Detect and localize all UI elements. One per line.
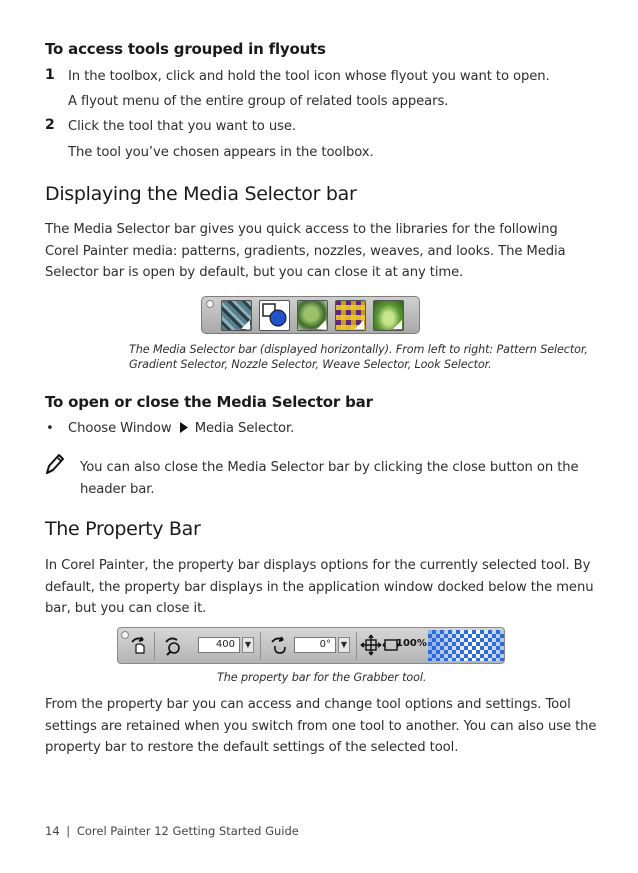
guide-title: Corel Painter 12 Getting Started Guide [76, 824, 299, 838]
close-button[interactable] [206, 300, 214, 308]
caption-line: Gradient Selector, Nozzle Selector, Weave Selector, Look Selector. [129, 358, 492, 371]
paragraph-line: Selector bar is open by default, but you can close it at any time. [45, 265, 464, 280]
footer-separator: | [66, 824, 71, 838]
step-number: 2 [45, 117, 55, 133]
pencil-icon [44, 452, 66, 476]
menu-window: Choose Window [68, 421, 172, 436]
paragraph-line: In Corel Painter, the property bar displays options for the currently selected tool. By [45, 558, 591, 573]
paragraph-line: Corel Painter media: patterns, gradients, nozzles, weaves, and looks. The Media [45, 243, 566, 259]
flyout-triangle-icon [279, 320, 288, 329]
heading-media-selector: Displaying the Media Selector bar [45, 183, 357, 205]
step-result: The tool you’ve chosen appears in the toolbox. [68, 145, 374, 160]
rotation-angle-field[interactable]: 0° [294, 637, 336, 653]
page-number: 14 [45, 824, 60, 838]
property-bar-paragraph [45, 555, 615, 620]
paragraph-line: settings are retained when you switch from one tool to another. You can also use the [45, 718, 597, 734]
look-selector[interactable] [373, 300, 404, 331]
caption-line: The Media Selector bar (displayed horizontally). From left to right: Pattern Selector, [129, 343, 588, 356]
separator [260, 632, 261, 660]
paragraph-line: From the property bar you can access and change tool options and settings. Tool [45, 697, 571, 712]
heading-open-close: To open or close the Media Selector bar [45, 393, 373, 411]
heading-flyouts: To access tools grouped in flyouts [45, 40, 326, 58]
note-line: header bar. [80, 481, 155, 497]
zoom-level-field[interactable]: 400 [198, 637, 240, 653]
zoom-dropdown[interactable]: ▼ [242, 637, 254, 653]
step-text: Click the tool that you want to use. [68, 119, 296, 134]
flyout-triangle-icon [317, 320, 326, 329]
rotation-dropdown[interactable]: ▼ [338, 637, 350, 653]
property-bar-caption: The property bar for the Grabber tool. [217, 671, 427, 684]
menu-instruction [68, 418, 294, 440]
media-selector-paragraph [45, 219, 605, 284]
fit-to-screen-icon[interactable] [360, 634, 382, 656]
paragraph-line: property bar to restore the default settings of the selected tool. [45, 740, 459, 755]
weave-selector[interactable] [335, 300, 366, 331]
media-selector-caption [129, 342, 588, 372]
flyout-triangle-icon [393, 320, 402, 329]
triangle-right-icon [180, 422, 188, 433]
paper-texture-overlay [428, 630, 504, 661]
property-bar-closing-paragraph [45, 694, 615, 759]
separator [154, 632, 155, 660]
media-selector-bar [201, 296, 420, 334]
gradient-selector[interactable] [259, 300, 290, 331]
note-text [80, 457, 579, 500]
paragraph-line: default, the property bar displays in the application window docked below the menu [45, 579, 594, 595]
nozzle-selector[interactable] [297, 300, 328, 331]
flyout-triangle-icon [241, 320, 250, 329]
rotate-tool-icon[interactable] [268, 634, 290, 656]
menu-media-selector: Media Selector. [194, 421, 295, 436]
paragraph-line: The Media Selector bar gives you quick access to the libraries for the following [45, 222, 558, 237]
page-footer [45, 824, 299, 838]
bullet: • [46, 421, 54, 436]
separator [356, 632, 357, 660]
pattern-selector[interactable] [221, 300, 252, 331]
reset-tool-icon[interactable] [128, 634, 150, 656]
flyout-triangle-icon [355, 320, 364, 329]
zoom-100-button[interactable]: 100% [396, 638, 427, 649]
step-result: A flyout menu of the entire group of related tools appears. [68, 94, 449, 109]
step-text: In the toolbox, click and hold the tool icon whose flyout you want to open. [68, 69, 550, 84]
paragraph-line: bar, but you can close it. [45, 601, 207, 616]
property-bar [117, 627, 505, 664]
step-number: 1 [45, 67, 55, 83]
heading-property-bar: The Property Bar [45, 518, 201, 540]
zoom-tool-icon[interactable] [162, 634, 184, 656]
note-line: You can also close the Media Selector bar by clicking the close button on the [80, 460, 579, 475]
